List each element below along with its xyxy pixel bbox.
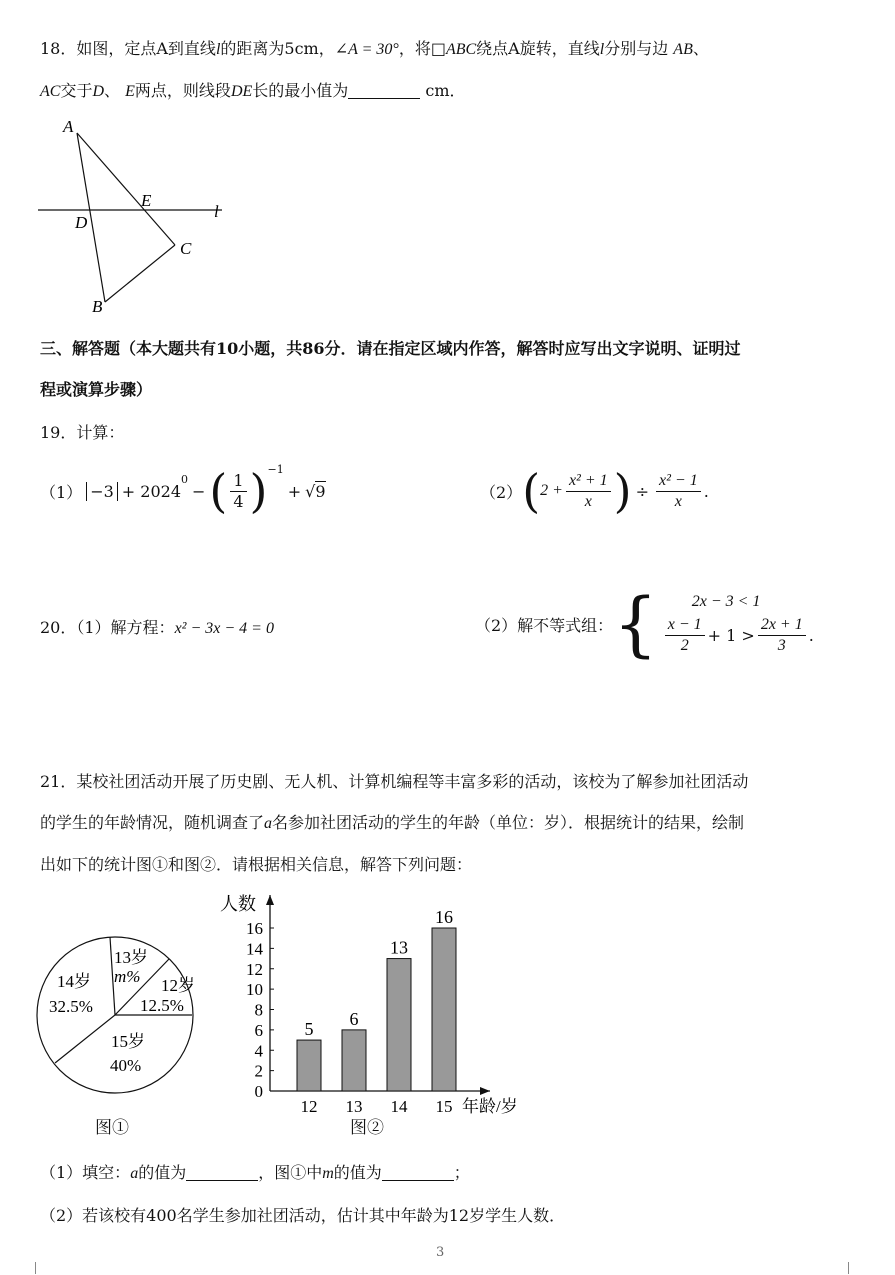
inequality-1: 2x − 3 < 1 — [691, 592, 761, 610]
pie-label-12-pct: 12.5% — [140, 996, 184, 1015]
x-axis-label: 年龄/岁 — [462, 1097, 518, 1116]
x-tick-label-15: 15 — [435, 1097, 453, 1116]
bar-13 — [342, 1030, 366, 1091]
bar-caption: 图② — [350, 1118, 384, 1138]
q21-line1: 21．某校社团活动开展了历史剧、无人机、计算机编程等丰富多彩的活动，该校为了解参加社团活动 — [40, 772, 749, 791]
pie-label-15-pct: 40% — [110, 1056, 142, 1075]
bar-15 — [432, 928, 456, 1091]
angle-a: ∠A = 30° — [334, 41, 399, 58]
bar-value-label-12: 5 — [304, 1019, 314, 1040]
pie-label-15-age: 15岁 — [111, 1032, 145, 1051]
q19-title: 19．计算： — [40, 423, 125, 442]
pie-label-14-age: 14岁 — [57, 972, 91, 991]
y-tick-label-8: 8 — [254, 1000, 263, 1020]
q21-line3: 出如下的统计图①和图②．请根据相关信息，解答下列问题： — [40, 855, 473, 874]
footer-mark-left — [35, 1262, 36, 1274]
page-number: 3 — [436, 1245, 445, 1260]
y-tick-label-14: 14 — [246, 939, 263, 959]
bar-value-label-14: 13 — [390, 937, 408, 958]
pie-caption: 图① — [95, 1118, 129, 1138]
inequality-2: $\frac{x - 1}{2}$ + 1 > $\frac{2x + 1}{3}$ . — [662, 615, 814, 656]
footer-mark-right — [848, 1262, 849, 1274]
bar-14 — [387, 959, 411, 1091]
bar-value-label-13: 6 — [349, 1008, 359, 1029]
q18-triangle-figure — [30, 112, 240, 317]
pie-label-13-pct: m% — [114, 967, 141, 986]
y-tick-label-2: 2 — [254, 1061, 263, 1081]
pie-label-13-age: 13岁 — [114, 948, 148, 967]
q18-line1: 18．如图，定点A到直线l的距离为5cm，∠A = 30°，将□ABC绕点A旋转，直线l分别与边 AB、 — [40, 39, 709, 58]
bar-12 — [297, 1040, 321, 1091]
y-tick-label-6: 6 — [254, 1020, 263, 1040]
q18-line2: AC交于D、 E两点，则线段DE长的最小值为 cm． — [40, 81, 466, 100]
q19-part1: （1） −3 + 2024 $^0$ − ( $\frac{1}{4}$ ) $^{-1}$ + √9 — [40, 463, 326, 518]
x-tick-label-14: 14 — [390, 1097, 408, 1116]
pie-label-12-age: 12岁 — [161, 976, 195, 995]
label-l: l — [214, 202, 219, 221]
inequality-system — [662, 593, 814, 656]
answer-blank[interactable] — [348, 80, 420, 99]
y-tick-label-10: 10 — [246, 980, 263, 1000]
label-b: B — [92, 297, 103, 316]
side-ac — [77, 133, 175, 245]
section3-title-line2: 程或演算步骤） — [40, 380, 153, 399]
pie-label-14-pct: 32.5% — [49, 997, 93, 1016]
pie-chart — [35, 930, 205, 1100]
section3-title-line1: 三、解答题（本大题共有10小题，共86分．请在指定区域内作答，解答时应写出文字说明、证明过 — [40, 339, 741, 358]
quadratic-equation: x² − 3x − 4 = 0 — [174, 620, 274, 637]
bar-chart — [210, 880, 540, 1120]
label-a: A — [63, 117, 74, 136]
q21-sub2: （2）若该校有400名学生参加社团活动，估计其中年龄为12岁学生人数． — [40, 1206, 566, 1225]
y-tick-label-4: 4 — [254, 1041, 263, 1061]
x-axis-arrow — [480, 1087, 490, 1095]
label-c: C — [180, 239, 192, 258]
answer-blank-a[interactable] — [186, 1162, 258, 1181]
bar-value-label-15: 16 — [435, 907, 453, 927]
label-d: D — [75, 213, 88, 232]
q20-part1: 20．（1）解方程：x² − 3x − 4 = 0 — [40, 618, 274, 637]
y-tick-label-0: 0 — [254, 1082, 263, 1101]
q21-line2: 的学生的年龄情况，随机调查了a名参加社团活动的学生的年龄（单位：岁）．根据统计的结果，绘制 — [40, 813, 745, 832]
q19-part2: （2） ( 2 + $\frac{\text{x² + 1}}{x}$ ) ÷ $\frac{\text{x² − 1}}{x}$ . — [480, 464, 709, 518]
x-tick-label-13: 13 — [345, 1097, 363, 1116]
q21-sub1: （1）填空：a的值为 ，图①中m的值为 ； — [40, 1163, 470, 1182]
fraction-x2-plus-1: $\frac{\text{x² + 1}}{x}$ — [566, 471, 611, 512]
y-tick-label-12: 12 — [246, 959, 263, 979]
q18-number: 18． — [40, 39, 77, 58]
y-tick-label-16: 16 — [246, 919, 263, 938]
x-tick-label-12: 12 — [300, 1097, 318, 1116]
abs-value: −3 — [86, 482, 118, 501]
y-axis-arrow — [266, 895, 274, 905]
q20-part2: （2）解不等式组： { 2x − 3 < 1 $\frac{x - 1}{2}$ + 1 > $\frac{2x + 1}{3}$ . — [475, 583, 814, 665]
fraction-x2-minus-1: $\frac{\text{x² − 1}}{x}$ — [656, 471, 701, 512]
answer-blank-m[interactable] — [382, 1162, 454, 1181]
label-e: E — [141, 191, 152, 210]
y-axis-label: 人数 — [220, 894, 256, 914]
sqrt-nine: √9 — [305, 481, 326, 501]
fraction-one-quarter: $\frac{1}{4}$ — [230, 471, 246, 512]
side-bc — [105, 245, 175, 302]
